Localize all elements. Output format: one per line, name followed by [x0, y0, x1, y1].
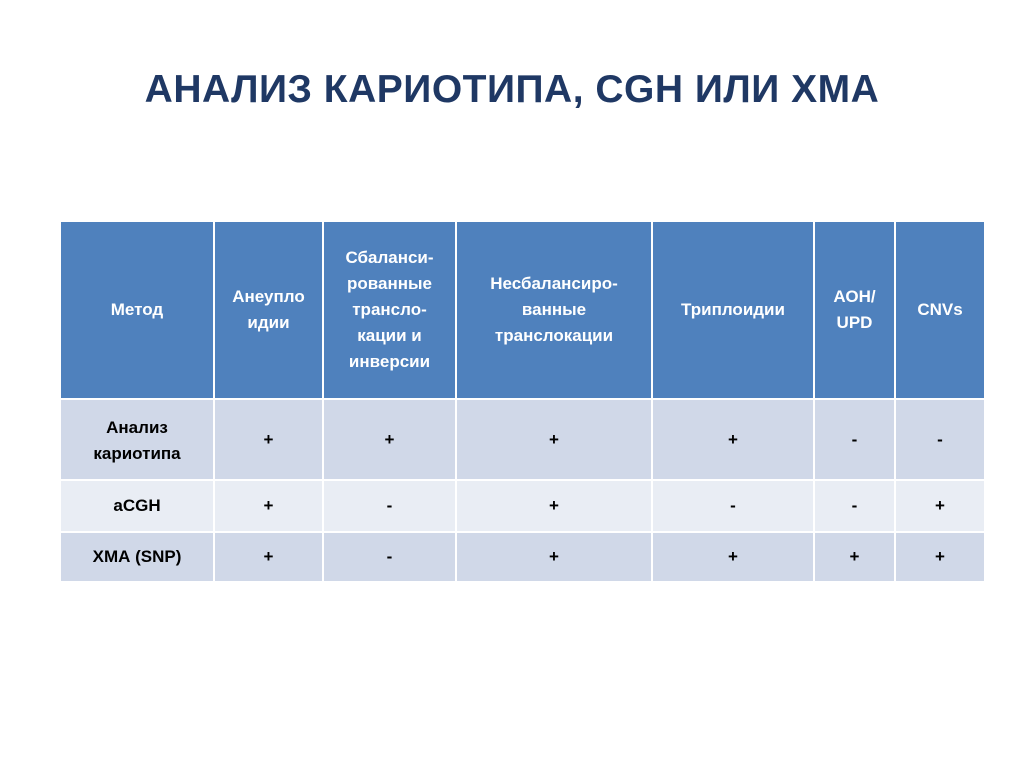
cell-balanced: -	[323, 480, 456, 532]
header-method: Метод	[60, 221, 214, 399]
header-aoh-upd: АОН/ UPD	[814, 221, 895, 399]
cell-unbalanced: +	[456, 399, 652, 480]
cell-aoh-upd: -	[814, 480, 895, 532]
cell-unbalanced: +	[456, 480, 652, 532]
table-row	[60, 480, 985, 532]
table-row	[60, 532, 985, 582]
cell-cnvs: +	[895, 532, 985, 582]
cell-balanced: -	[323, 532, 456, 582]
cell-aoh-upd: -	[814, 399, 895, 480]
header-triploidy: Триплоидии	[652, 221, 814, 399]
header-aneuploidy: Анеупло идии	[214, 221, 323, 399]
cell-unbalanced: +	[456, 532, 652, 582]
cell-aneuploidy: +	[214, 480, 323, 532]
row-method: ХМА (SNP)	[60, 532, 214, 582]
cell-aoh-upd: +	[814, 532, 895, 582]
row-method: aCGH	[60, 480, 214, 532]
cell-triploidy: +	[652, 399, 814, 480]
cell-aneuploidy: +	[214, 532, 323, 582]
comparison-table	[59, 220, 986, 583]
cell-cnvs: +	[895, 480, 985, 532]
header-row	[60, 221, 985, 399]
header-unbalanced-translocations: Несбалансиро- ванные транслокации	[456, 221, 652, 399]
header-cnvs: CNVs	[895, 221, 985, 399]
cell-aneuploidy: +	[214, 399, 323, 480]
cell-balanced: +	[323, 399, 456, 480]
cell-triploidy: +	[652, 532, 814, 582]
cell-cnvs: -	[895, 399, 985, 480]
row-method: Анализ кариотипа	[60, 399, 214, 480]
header-balanced-translocations: Сбаланси- рованные трансло- кации и инверсии	[323, 221, 456, 399]
cell-triploidy: -	[652, 480, 814, 532]
table-row	[60, 399, 985, 480]
slide-title: АНАЛИЗ КАРИОТИПА, CGH ИЛИ ХМА	[144, 68, 880, 111]
